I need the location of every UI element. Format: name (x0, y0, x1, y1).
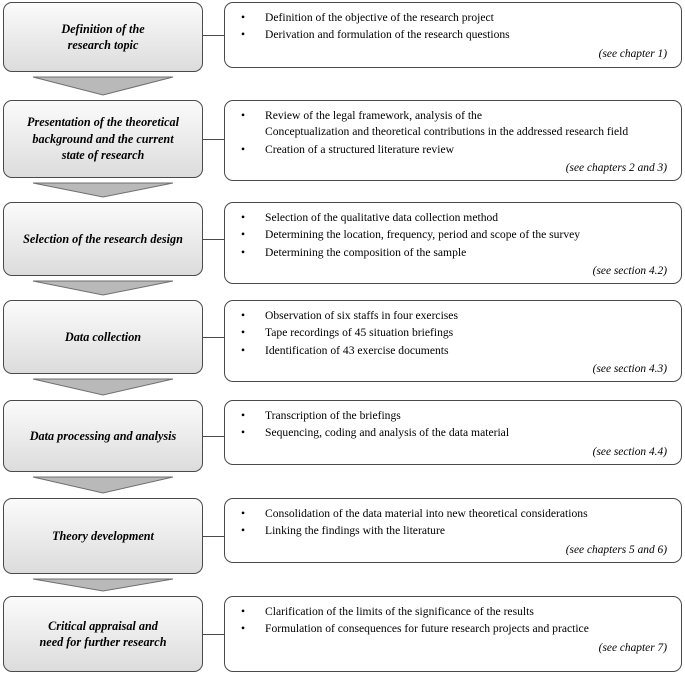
chapter-reference: (see chapter 1) (598, 47, 667, 60)
bullet-item (235, 108, 671, 141)
bullet-text: Creation of a structured literature review (265, 142, 454, 156)
connector-line (203, 35, 224, 36)
phase-box (3, 596, 203, 672)
bullet-item (235, 210, 671, 226)
bullet-dot-icon: • (241, 11, 246, 24)
bullet-dot-icon: • (241, 605, 246, 618)
bullet-dot-icon: • (241, 622, 246, 636)
bullet-text: Consolidation of the data material into new theoretical considerations (265, 507, 588, 520)
bullet-dot-icon: • (241, 245, 246, 259)
bullet-dot-icon: • (241, 507, 246, 520)
bullet-item (235, 10, 671, 26)
bullet-list (235, 506, 671, 540)
bullet-dot-icon: • (241, 228, 246, 242)
chapter-reference: (see section 4.2) (592, 265, 667, 278)
detail-box (224, 202, 682, 284)
phase-box (3, 2, 203, 72)
phase-label: Definition of the research topic (61, 21, 145, 52)
chapter-reference: (see chapters 5 and 6) (565, 543, 667, 556)
flow-arrow-icon (3, 378, 203, 396)
bullet-item (235, 227, 671, 243)
connector-line (203, 139, 224, 140)
bullet-dot-icon: • (241, 211, 246, 224)
bullet-text: Selection of the qualitative data collection method (265, 211, 499, 224)
bullet-item (235, 308, 671, 324)
connector-line (203, 536, 224, 537)
flow-arrow-icon (3, 476, 203, 494)
bullet-list (235, 308, 671, 359)
bullet-dot-icon: • (241, 309, 246, 322)
bullet-text: Review of the legal framework, analysis of the Conceptualization and theoretical contributions in the addressed research field (265, 109, 629, 139)
detail-box (224, 400, 682, 465)
bullet-item (235, 506, 671, 522)
chapter-reference: (see chapters 2 and 3) (565, 162, 667, 175)
bullet-text: Clarification of the limits of the significance of the results (265, 605, 534, 618)
detail-box (224, 300, 682, 382)
connector-line (203, 436, 224, 437)
bullet-text: Transcription of the briefings (265, 409, 401, 422)
detail-box (224, 596, 682, 672)
detail-box (224, 2, 682, 68)
bullet-dot-icon: • (241, 109, 246, 122)
phase-label: Theory development (52, 528, 154, 543)
detail-box (224, 100, 682, 181)
bullet-dot-icon: • (241, 409, 246, 422)
chapter-reference: (see section 4.4) (592, 445, 667, 458)
bullet-list (235, 10, 671, 44)
phase-box (3, 400, 203, 472)
flow-arrow-icon (3, 76, 203, 96)
bullet-list (235, 604, 671, 638)
bullet-dot-icon: • (241, 426, 246, 440)
bullet-text: Determining the composition of the sample (265, 245, 467, 259)
bullet-dot-icon: • (241, 28, 246, 42)
bullet-item (235, 408, 671, 424)
bullet-text: Linking the findings with the literature (265, 524, 445, 538)
bullet-text: Tape recordings of 45 situation briefings (265, 326, 454, 340)
phase-label: Presentation of the theoretical background and the current state of research (27, 115, 179, 163)
bullet-dot-icon: • (241, 142, 246, 156)
bullet-item (235, 604, 671, 620)
bullet-item (235, 343, 671, 359)
connector-line (203, 337, 224, 338)
connector-line (203, 634, 224, 635)
phase-label: Data collection (64, 329, 142, 344)
phase-label: Selection of the research design (23, 231, 183, 246)
bullet-list (235, 210, 671, 261)
phase-box (3, 498, 203, 574)
bullet-item (235, 523, 671, 539)
bullet-text: Sequencing, coding and analysis of the data material (265, 426, 510, 440)
bullet-item (235, 245, 671, 261)
phase-box (3, 300, 203, 374)
flow-arrow-icon (3, 578, 203, 592)
bullet-item (235, 325, 671, 341)
bullet-text: Formulation of consequences for future research projects and practice (265, 622, 589, 636)
bullet-item (235, 621, 671, 637)
flow-arrow-icon (3, 182, 203, 198)
phase-label: Critical appraisal and need for further research (39, 618, 167, 649)
bullet-text: Definition of the objective of the research project (265, 11, 494, 24)
phase-box (3, 100, 203, 178)
bullet-item (235, 27, 671, 43)
bullet-dot-icon: • (241, 326, 246, 340)
bullet-text: Derivation and formulation of the research questions (265, 28, 510, 42)
bullet-list (235, 108, 671, 158)
bullet-text: Determining the location, frequency, period and scope of the survey (265, 228, 581, 242)
phase-label: Data processing and analysis (29, 428, 177, 443)
bullet-text: Observation of six staffs in four exercises (265, 309, 458, 322)
detail-box (224, 498, 682, 563)
chapter-reference: (see chapter 7) (598, 641, 667, 654)
phase-box (3, 202, 203, 276)
bullet-dot-icon: • (241, 343, 246, 357)
bullet-dot-icon: • (241, 524, 246, 538)
bullet-list (235, 408, 671, 442)
bullet-text: Identification of 43 exercise documents (265, 343, 449, 357)
flow-arrow-icon (3, 280, 203, 296)
connector-line (203, 239, 224, 240)
bullet-item (235, 142, 671, 158)
bullet-item (235, 425, 671, 441)
chapter-reference: (see section 4.3) (592, 363, 667, 376)
